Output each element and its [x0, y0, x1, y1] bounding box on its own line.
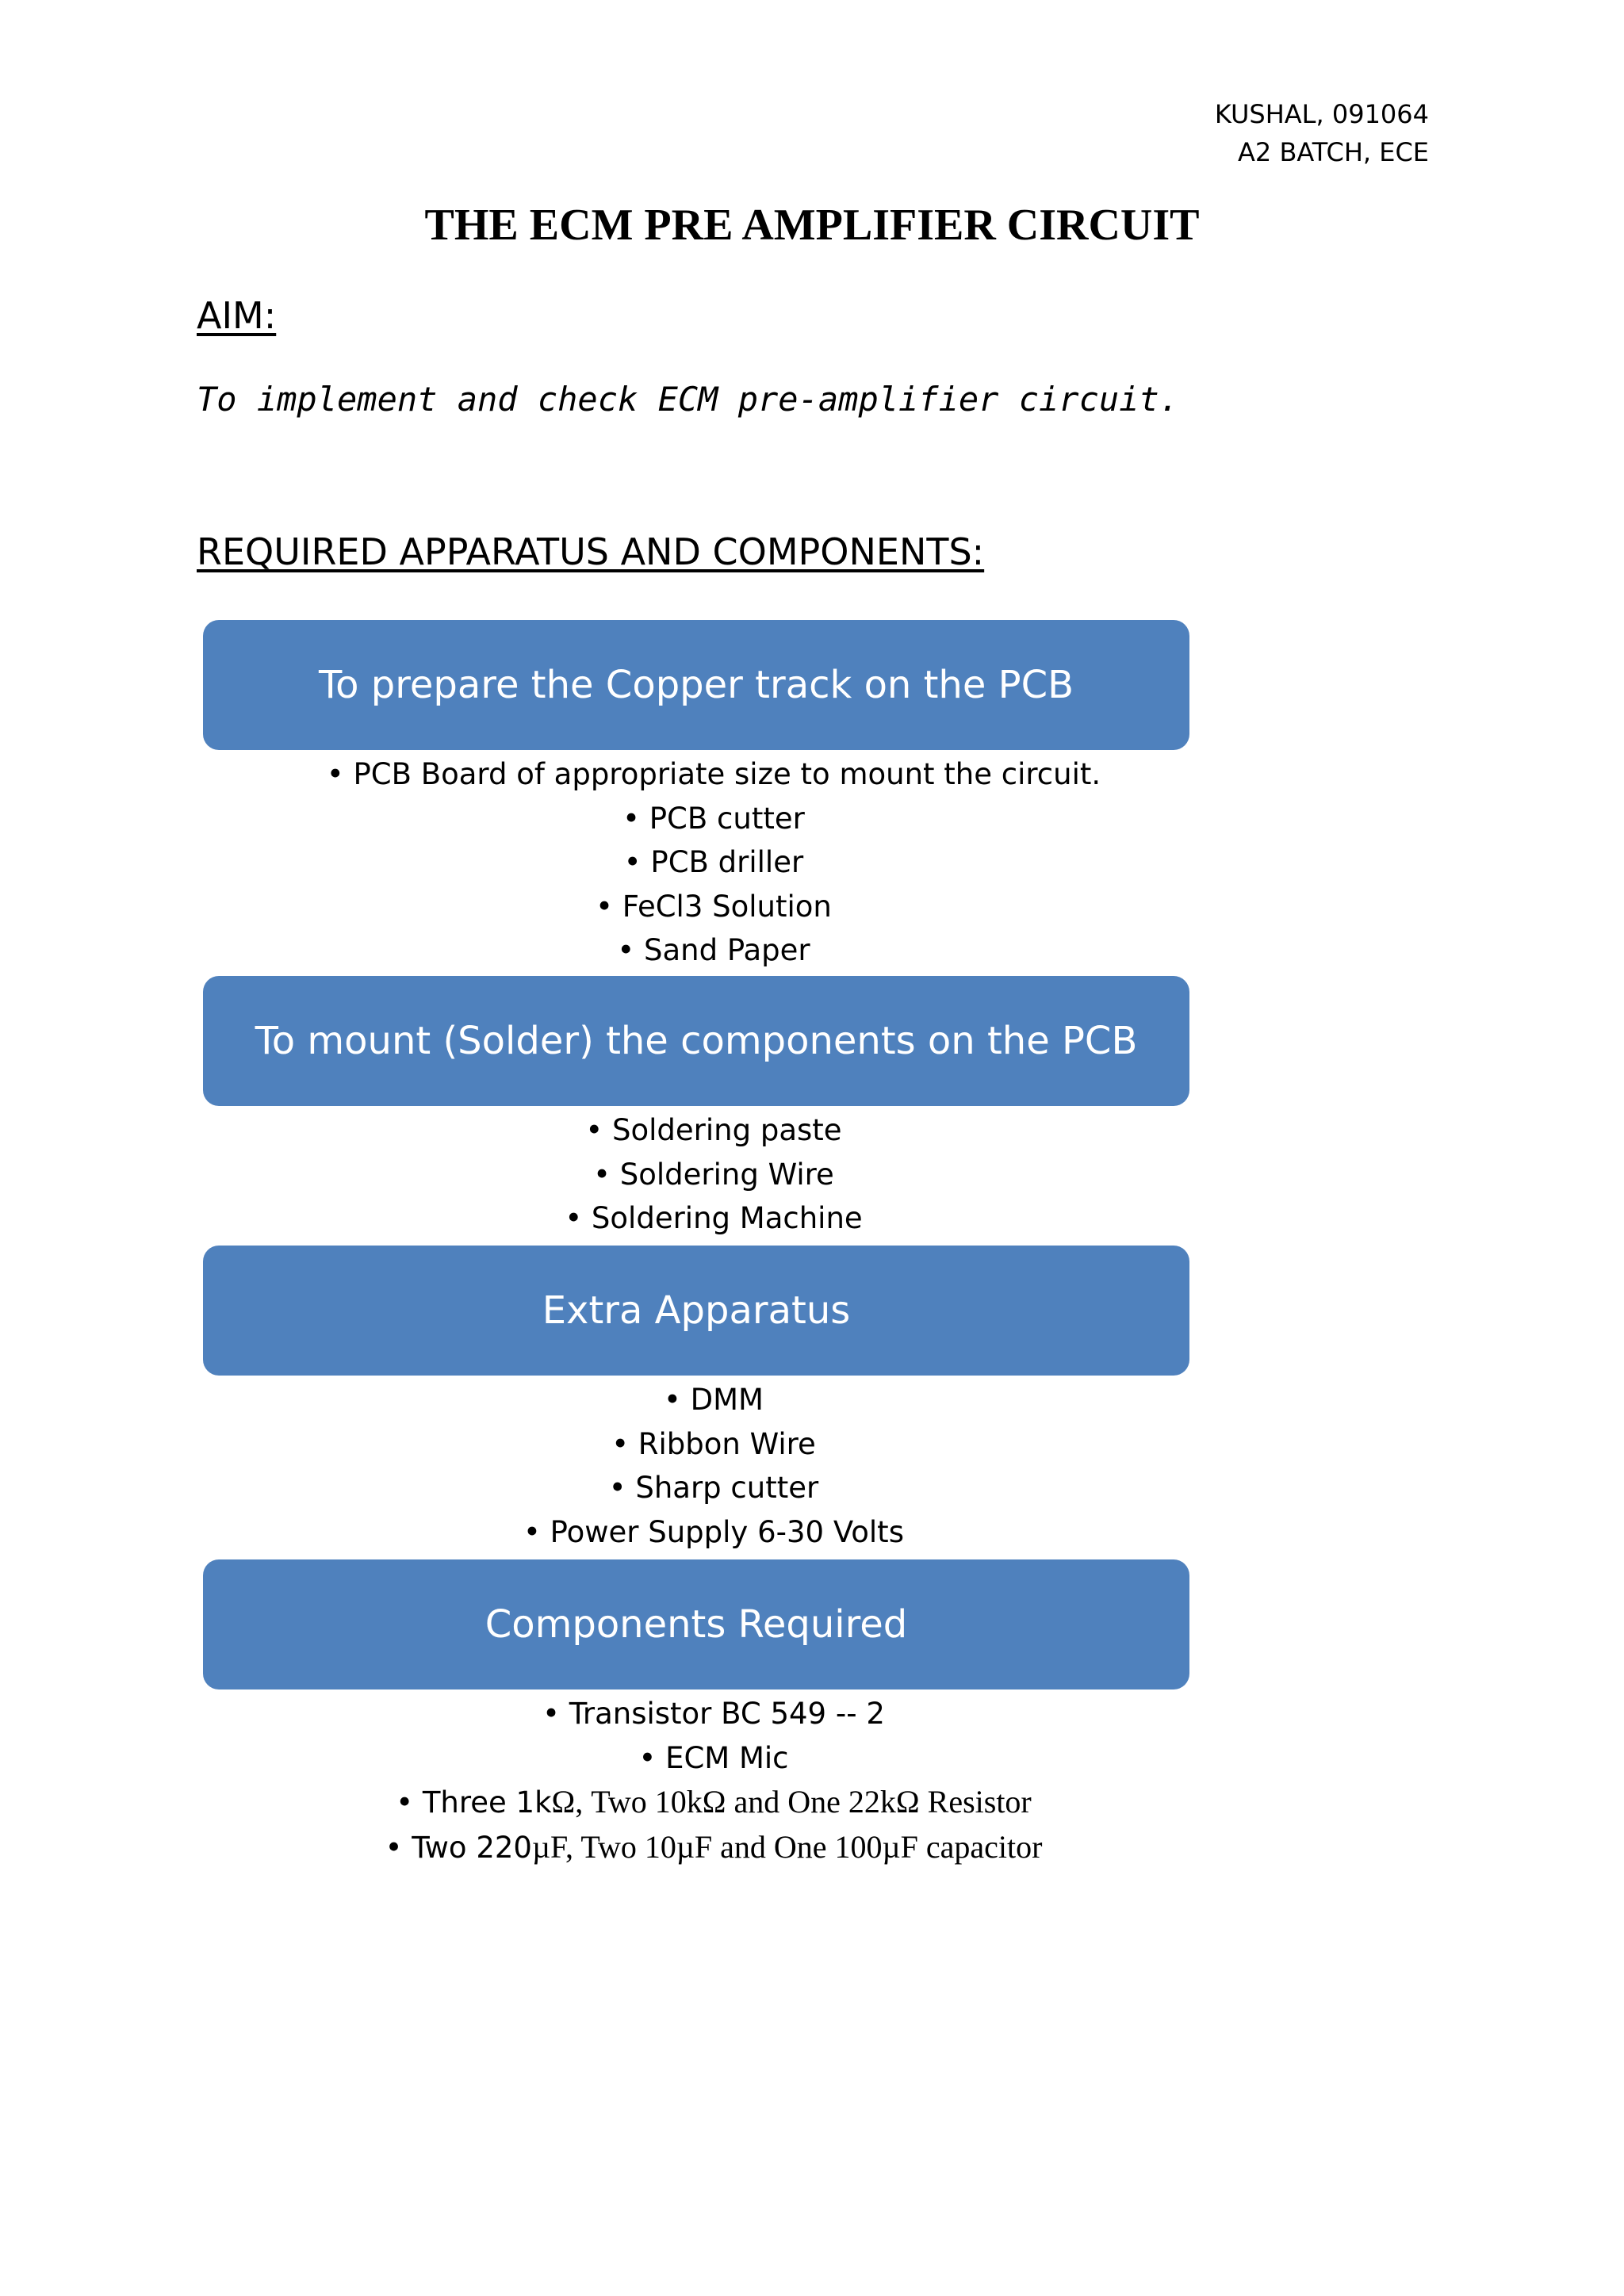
- group-title-solder: To mount (Solder) the components on the PCB: [255, 1019, 1138, 1063]
- group-box-extra-apparatus: [203, 1246, 1189, 1376]
- group-title-components: Components Required: [485, 1602, 908, 1647]
- list-item-resistors: [238, 1780, 1189, 1825]
- list-item: • DMM: [664, 1383, 764, 1417]
- capacitors-lead: • Two 220: [385, 1830, 532, 1865]
- list-item: • Soldering paste: [585, 1113, 842, 1147]
- list-item: • Soldering Wire: [593, 1157, 834, 1192]
- list-item: • Sand Paper: [617, 933, 810, 967]
- resistors-lead: • Three 1k: [396, 1785, 552, 1820]
- apparatus-heading: REQUIRED APPARATUS AND COMPONENTS:: [197, 530, 985, 573]
- solder-list: [238, 1108, 1189, 1241]
- capacitors-rest: µF, Two 10µF and One 100µF capacitor: [531, 1828, 1043, 1865]
- extra-apparatus-list: [238, 1378, 1189, 1554]
- list-item: • FeCl3 Solution: [596, 889, 832, 924]
- author-line: KUSHAL, 091064: [1214, 99, 1429, 129]
- list-item-capacitors: [238, 1825, 1189, 1870]
- group-title-copper-track: To prepare the Copper track on the PCB: [318, 663, 1074, 707]
- group-box-solder: [203, 976, 1189, 1106]
- aim-heading: AIM:: [197, 294, 277, 337]
- list-item: • Sharp cutter: [608, 1471, 819, 1505]
- aim-text: To implement and check ECM pre-amplifier circuit.: [197, 380, 1180, 419]
- list-item: • ECM Mic: [638, 1740, 789, 1775]
- components-list: [238, 1692, 1189, 1869]
- page-title: THE ECM PRE AMPLIFIER CIRCUIT: [424, 201, 1200, 250]
- author-info: [1215, 95, 1429, 171]
- group-title-extra-apparatus: Extra Apparatus: [542, 1288, 851, 1333]
- batch-line: A2 BATCH, ECE: [1238, 137, 1429, 167]
- group-box-copper-track: [203, 620, 1189, 750]
- list-item: • Power Supply 6-30 Volts: [523, 1514, 904, 1549]
- list-item: • Ribbon Wire: [611, 1426, 816, 1461]
- list-item: • PCB driller: [623, 845, 804, 879]
- list-item: • PCB cutter: [622, 801, 805, 836]
- copper-track-list: [238, 752, 1189, 973]
- list-item: • Transistor BC 549 -- 2: [542, 1697, 885, 1731]
- list-item: • Soldering Machine: [565, 1201, 863, 1235]
- list-item: • PCB Board of appropriate size to mount the circuit.: [326, 757, 1101, 791]
- resistors-rest: Ω, Two 10kΩ and One 22kΩ Resistor: [551, 1784, 1032, 1820]
- group-box-components: [203, 1559, 1189, 1689]
